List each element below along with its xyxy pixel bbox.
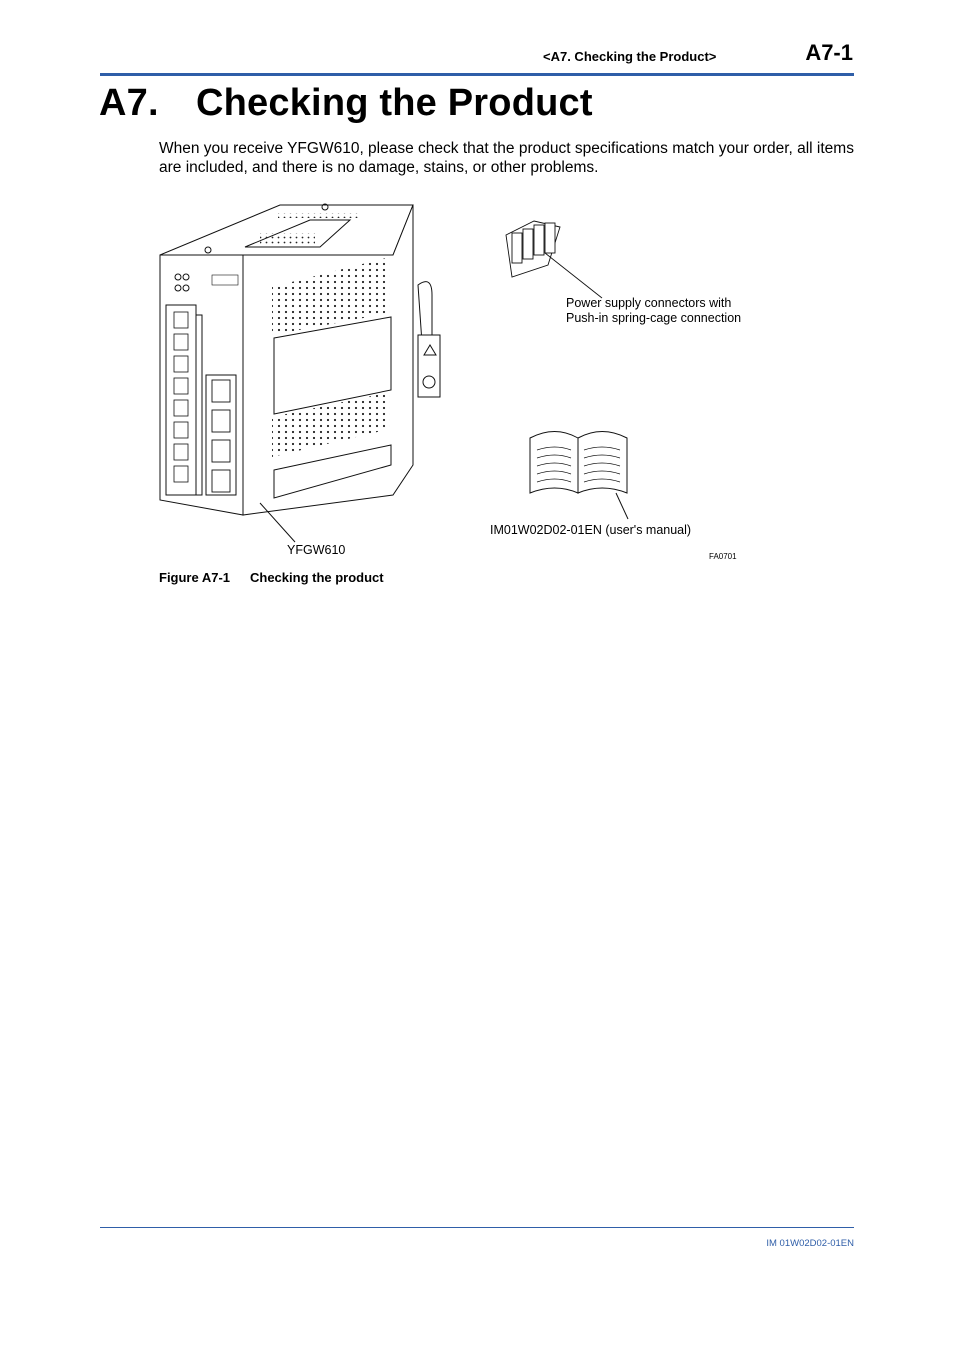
yfgw610-device (160, 204, 440, 542)
footer-rule (100, 1227, 854, 1228)
connector-label-line2: Push-in spring-cage connection (566, 311, 742, 325)
figure-a7-1 (150, 195, 760, 565)
intro-paragraph: When you receive YFGW610, please check that the product specifications match your order, all items are included, and there is no damage, stains, or other problems. (159, 140, 854, 176)
connector-label-line1: Power supply connectors with (566, 296, 732, 310)
chapter-heading (99, 82, 593, 125)
figure-caption (159, 570, 384, 585)
manual-book-icon (530, 432, 628, 520)
figure-caption-title: Checking the product (250, 570, 384, 585)
header-rule (100, 73, 854, 76)
figure-code: FA0701 (709, 552, 737, 561)
device-label: YFGW610 (287, 543, 346, 557)
manual-label: IM01W02D02-01EN (user's manual) (490, 523, 692, 537)
header-section-title: <A7. Checking the Product> (543, 49, 717, 64)
chapter-number: A7. (99, 82, 159, 124)
header-page-number: A7-1 (805, 40, 853, 65)
footer-doc-id: IM 01W02D02-01EN (766, 1238, 854, 1249)
figure-caption-number: Figure A7-1 (159, 570, 231, 585)
figure-drawing (150, 195, 760, 565)
power-connector-icon (506, 221, 602, 298)
chapter-title: Checking the Product (196, 82, 593, 124)
